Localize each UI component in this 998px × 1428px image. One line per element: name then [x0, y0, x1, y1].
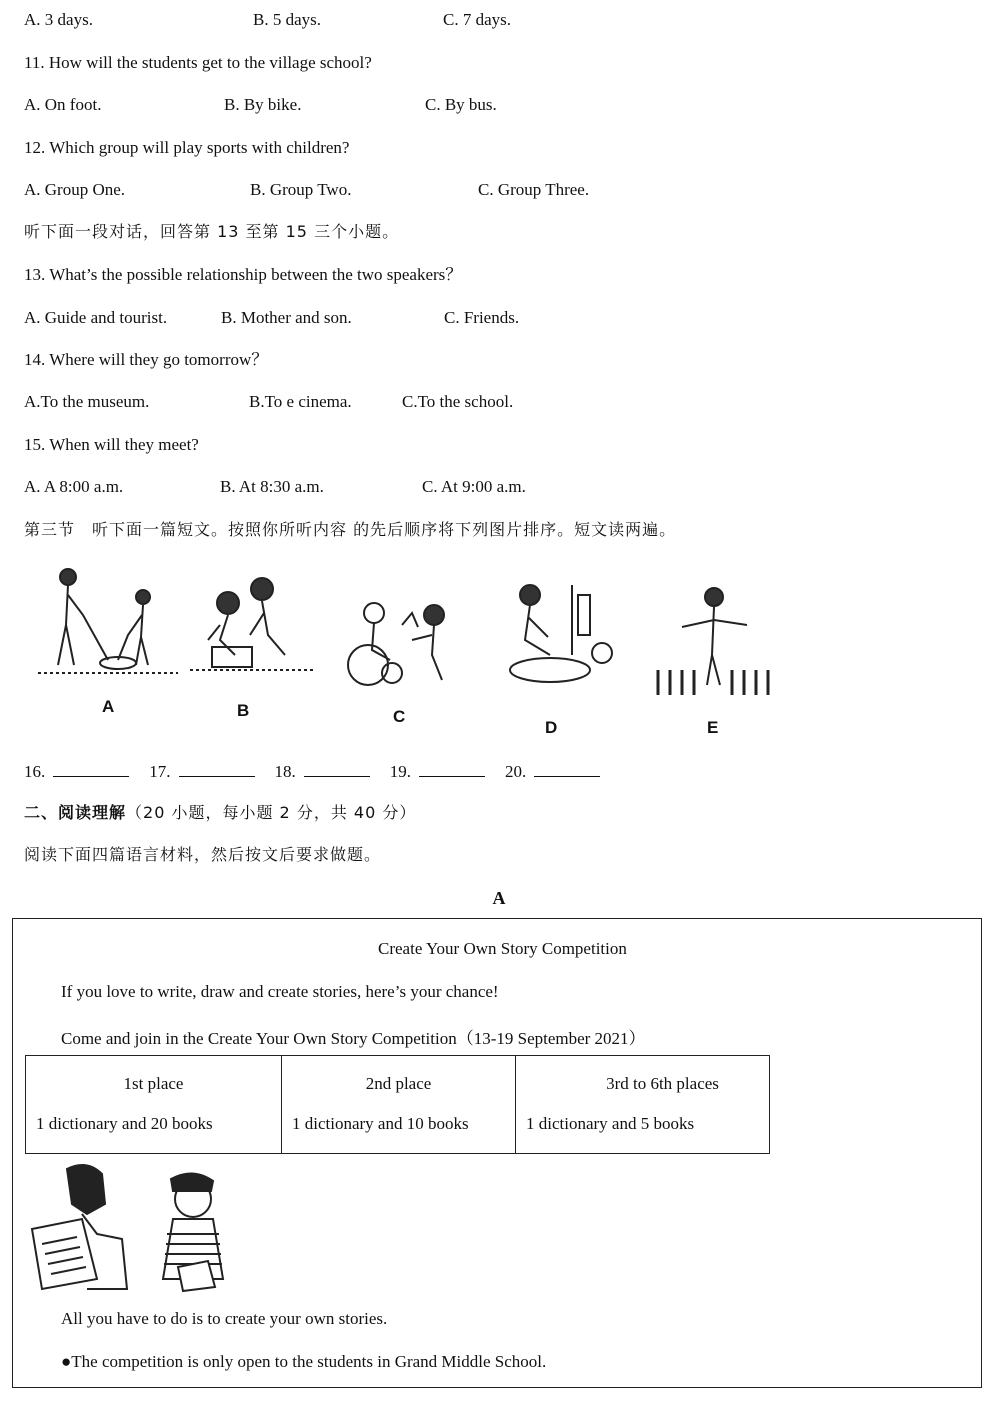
q14-option-b: B.To e cinema.	[249, 392, 352, 411]
part2-title: 二、阅读理解	[24, 803, 127, 822]
q11-option-b: B. By bike.	[224, 95, 302, 114]
prize-cell-2	[282, 1056, 516, 1154]
q10-option-c: C. 7 days.	[443, 10, 511, 29]
q13-option-b: B. Mother and son.	[221, 308, 352, 327]
q15-question: 15. When will they meet?	[24, 435, 199, 454]
blank-16-label: 16.	[24, 762, 46, 781]
picture-label-b: B	[237, 701, 250, 720]
q14-option-a: A.To the museum.	[24, 392, 150, 411]
boy-reading-illustration	[153, 1169, 233, 1299]
picture-a	[38, 565, 178, 695]
q12-option-b: B. Group Two.	[250, 180, 352, 199]
blank-19-label: 19.	[389, 762, 411, 781]
blank-19[interactable]	[419, 760, 485, 777]
notice-box	[12, 918, 982, 1388]
notice-line1: If you love to write, draw and create stories, here’s your chance!	[61, 982, 499, 1001]
prize-reward: 1 dictionary and 5 books	[526, 1114, 695, 1133]
q10-option-a: A. 3 days.	[24, 10, 93, 29]
prize-place: 1st place	[123, 1074, 184, 1093]
picture-label-d: D	[545, 718, 558, 737]
picture-c	[342, 565, 462, 695]
part2-heading	[24, 803, 416, 823]
prize-place: 2nd place	[365, 1074, 432, 1093]
notice-title: Create Your Own Story Competition	[378, 939, 627, 958]
part2-note: （20 小题，每小题 2 分，共 40 分）	[126, 803, 417, 822]
q12-option-c: C. Group Three.	[478, 180, 590, 199]
prize-reward: 1 dictionary and 20 books	[36, 1114, 213, 1133]
q11-option-c: C. By bus.	[425, 95, 497, 114]
section-intro-13-15: 听下面一段对话，回答第 13 至第 15 三个小题。	[24, 222, 400, 241]
prize-cell-3	[516, 1056, 770, 1154]
picture-label-c: C	[393, 707, 406, 726]
girl-writing-illustration	[27, 1159, 137, 1299]
q14-option-c: C.To the school.	[402, 392, 514, 411]
answer-blanks-row	[24, 760, 620, 782]
prize-cell-1	[26, 1056, 282, 1154]
q12-question: 12. Which group will play sports with children?	[24, 138, 350, 157]
q13-option-c: C. Friends.	[444, 308, 520, 327]
blank-17[interactable]	[179, 760, 255, 777]
notice-line4: ●The competition is only open to the students in Grand Middle School.	[61, 1352, 547, 1371]
q15-option-a: A. A 8:00 a.m.	[24, 477, 124, 496]
q11-question: 11. How will the students get to the village school?	[24, 53, 372, 72]
section3-title: 第三节 听下面一篇短文。按照你所听内容 的先后顺序将下列图片排序。短文读两遍。	[24, 520, 677, 539]
picture-e	[652, 565, 772, 695]
blank-17-label: 17.	[149, 762, 171, 781]
picture-label-e: E	[707, 718, 719, 737]
prize-place: 3rd to 6th places	[606, 1074, 719, 1093]
part2-instruction: 阅读下面四篇语言材料，然后按文后要求做题。	[24, 845, 382, 864]
q13-option-a: A. Guide and tourist.	[24, 308, 168, 327]
q11-option-a: A. On foot.	[24, 95, 102, 114]
picture-b	[190, 565, 314, 695]
blank-18-label: 18.	[274, 762, 296, 781]
prize-table	[25, 1055, 770, 1154]
q14-question: 14. Where will they go tomorrow？	[24, 350, 269, 369]
notice-line3: All you have to do is to create your own stories.	[61, 1309, 388, 1328]
picture-label-a: A	[102, 697, 115, 716]
blank-20-label: 20.	[505, 762, 527, 781]
q15-option-c: C. At 9:00 a.m.	[422, 477, 526, 496]
q13-question: 13. What’s the possible relationship between the two speakers？	[24, 265, 463, 284]
blank-20[interactable]	[534, 760, 600, 777]
blank-16[interactable]	[53, 760, 129, 777]
q15-option-b: B. At 8:30 a.m.	[220, 477, 324, 496]
passage-label: A	[492, 888, 506, 908]
q10-option-b: B. 5 days.	[253, 10, 321, 29]
prize-reward: 1 dictionary and 10 books	[292, 1114, 469, 1133]
picture-d	[490, 565, 622, 695]
notice-line2: Come and join in the Create Your Own Story Competition（13-19 September 2021）	[61, 1029, 646, 1048]
blank-18[interactable]	[304, 760, 370, 777]
q12-option-a: A. Group One.	[24, 180, 126, 199]
